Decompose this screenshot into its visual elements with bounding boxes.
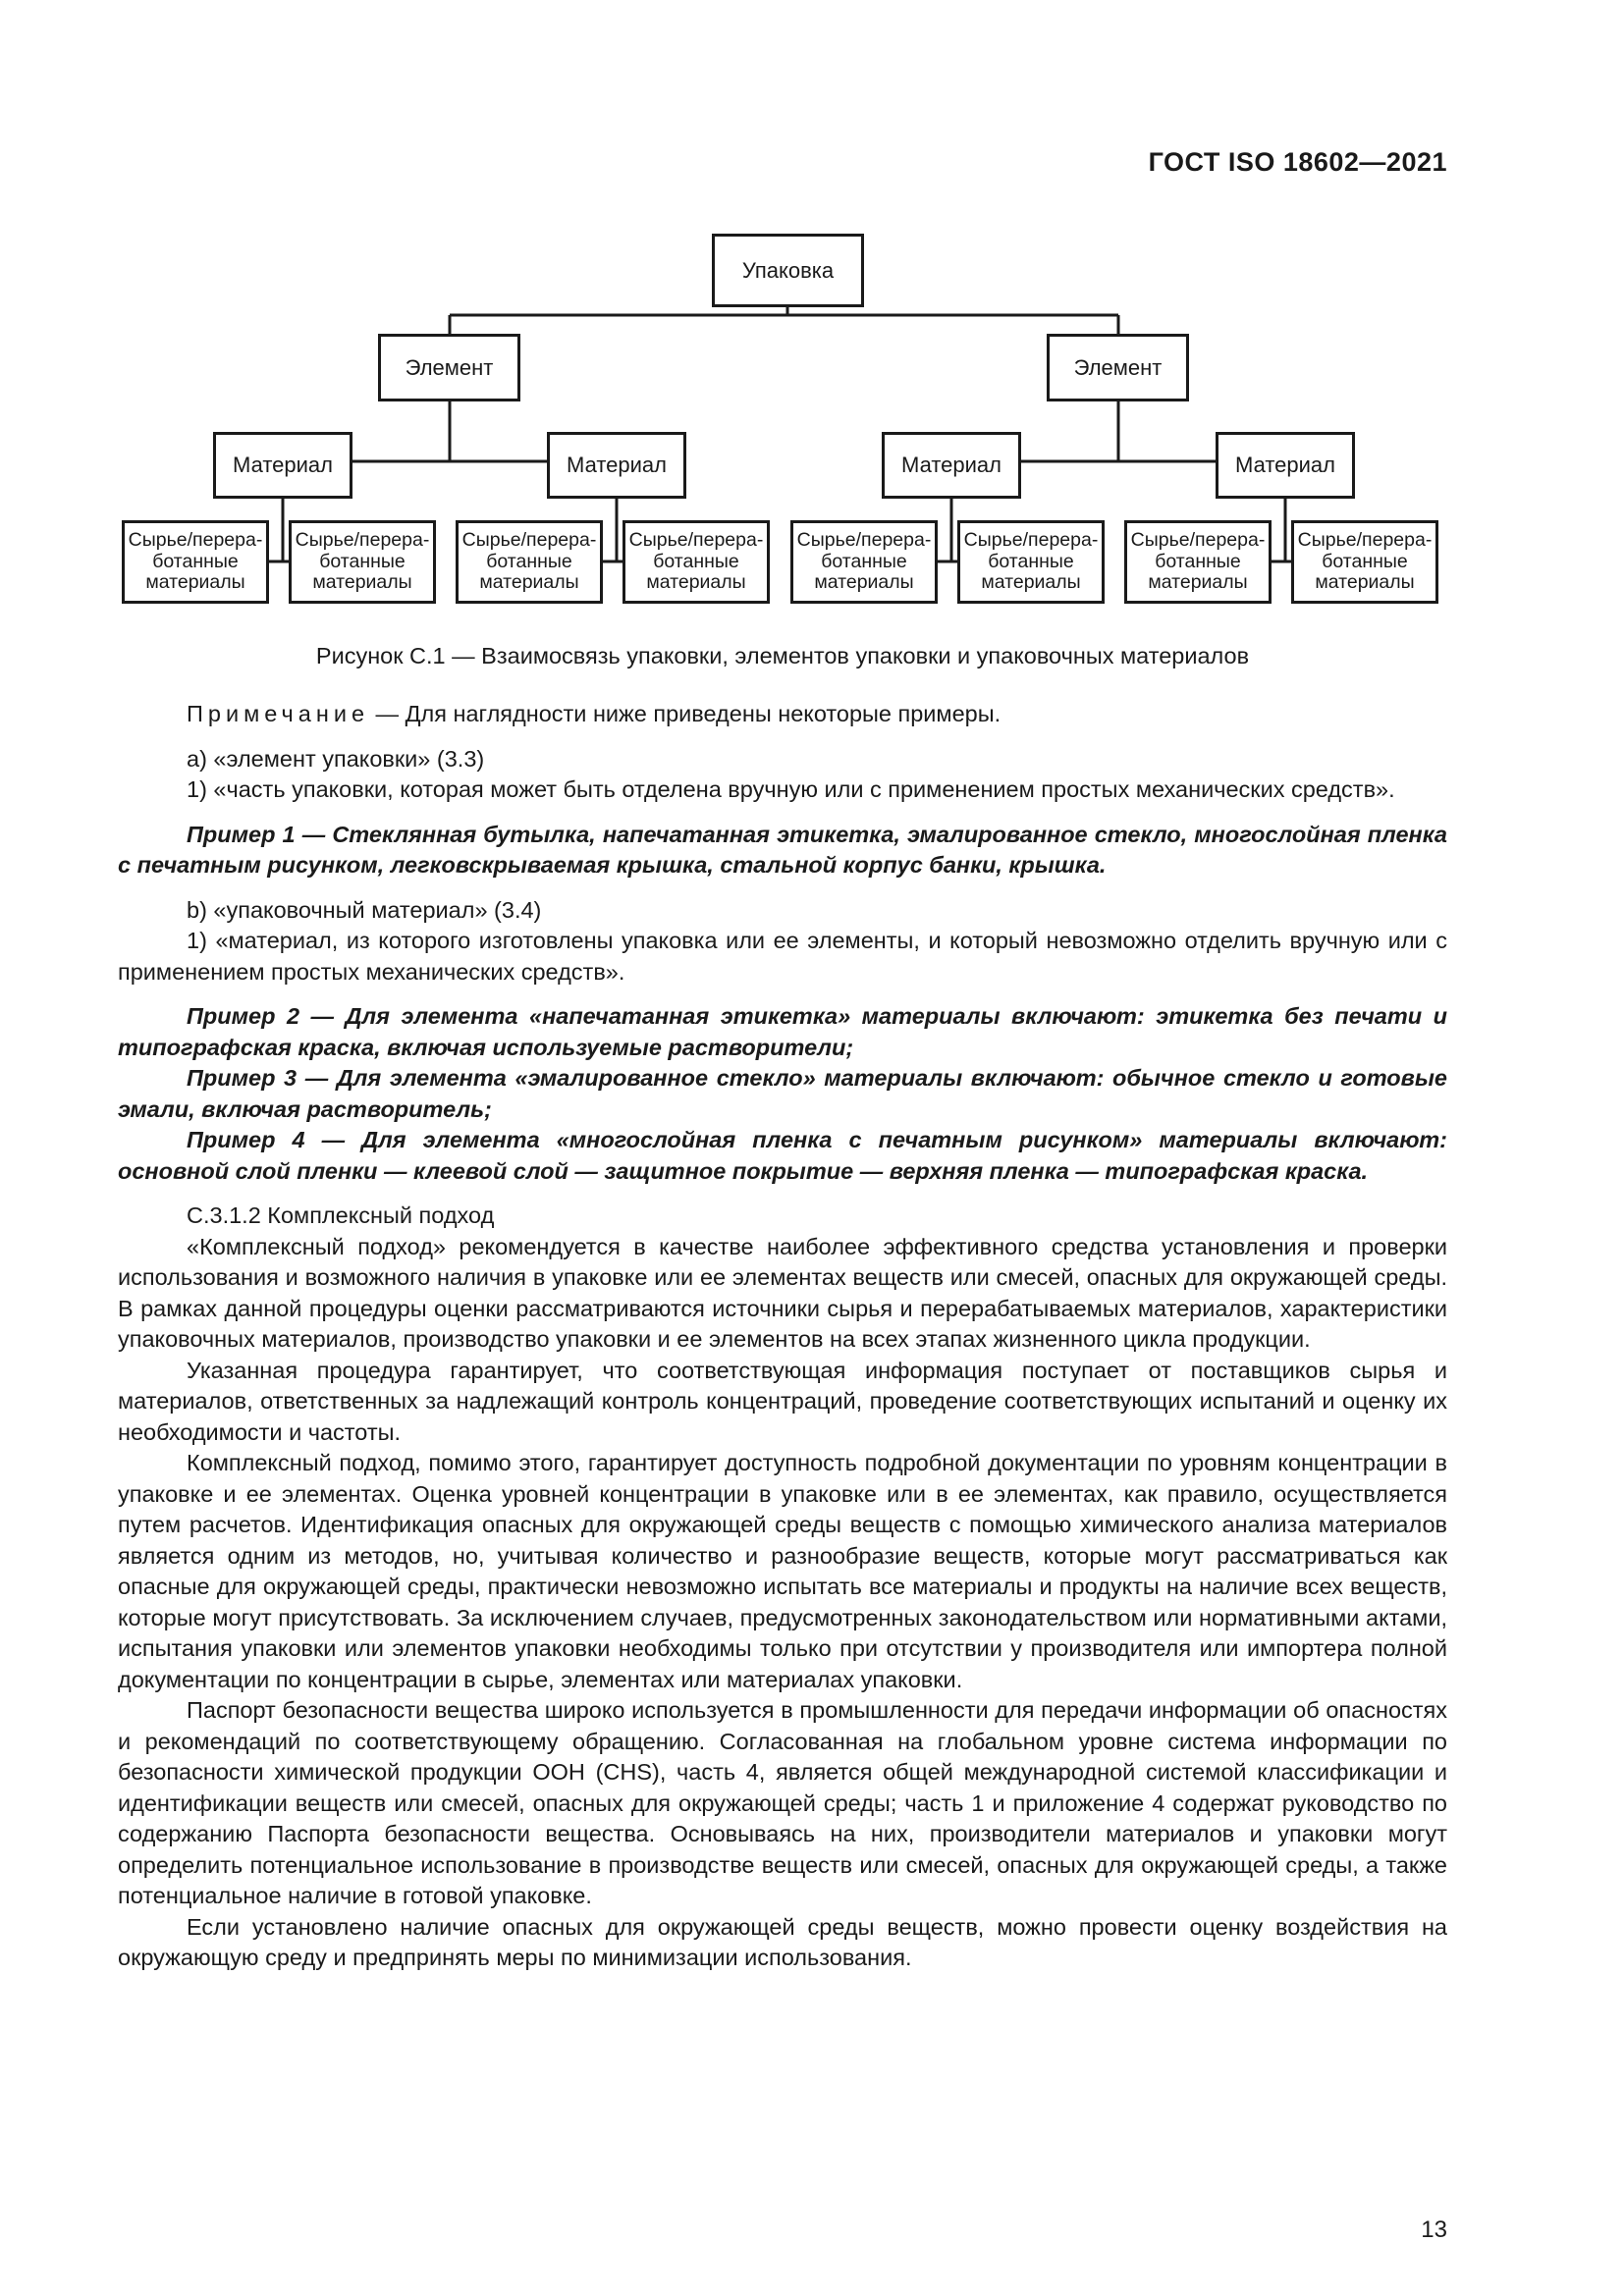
diagram-box-raw-material: Сырье/перера-ботанные материалы (122, 520, 269, 604)
paragraph: «Комплексный подход» рекомендуется в качестве наиболее эффективного средства установления и проверки использования и возможного наличия в упаковке или ее элементах веществ или смесей, опасных для окружающей среды. В рамках данной процедуры оценки рассматриваются источники сырья и перерабатываемых материалов, характеристики упаковочных материалов, производство упаковки и ее элементов на всех этапах жизненного цикла продукции. (118, 1233, 1447, 1352)
paragraph: Указанная процедура гарантирует, что соответствующая информация поступает от поставщиков сырья и материалов, ответственных за надлежащий контроль концентраций, проведение соответствующих испытаний и оценку их необходимости и частоты. (118, 1357, 1447, 1445)
note-text: — Для наглядности ниже приведены некоторые примеры. (369, 701, 1001, 726)
document-header: ГОСТ ISO 18602—2021 (1148, 147, 1447, 177)
item-b-heading: b) «упаковочный материал» (3.4) (187, 896, 542, 923)
example-3: Пример 3 — Для элемента «эмалированное стекло» материалы включают: обычное стекло и готовые эмали, включая растворитель; (118, 1065, 1447, 1122)
paragraph: Комплексный подход, помимо этого, гарантирует доступность подробной документации по уровням концентрации в упаковке и ее элементах. Оценка уровней концентрации в упаковке или в ее элементах, как правило, осуществляется путем расчетов. Идентификация опасных для окружающей среды веществ с помощью химического анализа материалов является одним из методов, но, учитывая количество и разнообразие веществ, которые могут рассматриваться как опасные для окружающей среды, практически невозможно испытать все материалы и продукты на наличие всех веществ, которые могут присутствовать. За исключением случаев, предусмотренных законодательством или нормативными актами, испытания упаковки или элементов упаковки необходимы только при отсутствии у производителя или импортера полной документации по концентрации в сырье, элементах или материалах упаковки. (118, 1450, 1447, 1692)
item-a-definition: 1) «часть упаковки, которая может быть отделена вручную или с применением простых механических средств». (187, 776, 1395, 802)
diagram-box-raw-material: Сырье/перера-ботанные материалы (456, 520, 603, 604)
paragraph: Если установлено наличие опасных для окружающей среды веществ, можно провести оценку воздействия на окружающую среду и предпринять меры по минимизации использования. (118, 1913, 1447, 1970)
diagram-box-raw-material: Сырье/перера-ботанные материалы (289, 520, 436, 604)
document-body (118, 699, 1447, 1974)
note-label: Примечание (187, 701, 370, 726)
diagram-box-element: Элемент (1047, 334, 1189, 401)
diagram-box-element: Элемент (378, 334, 520, 401)
figure-caption: Рисунок С.1 — Взаимосвязь упаковки, элементов упаковки и упаковочных материалов (315, 643, 1250, 668)
note (118, 699, 1447, 730)
diagram-box-raw-material: Сырье/перера-ботанные материалы (790, 520, 938, 604)
diagram-box-root: Упаковка (712, 234, 864, 307)
diagram-box-material: Материал (547, 432, 686, 499)
paragraph: Паспорт безопасности вещества широко используется в промышленности для передачи информации об опасностях и рекомендаций по соответствующему обращению. Согласованная на глобальном уровне система информации по безопасности химической продукции ООН (CHS), часть 4, является общей международной системой классификации и идентификации веществ или смесей, опасных для окружающей среды; часть 1 и приложение 4 содержат руководство по содержанию Паспорта безопасности вещества. Основываясь на них, производители материалов и упаковки могут определить потенциальное использование в производстве веществ или смесей, опасных для окружающей среды, а также потенциальное наличие в готовой упаковке. (118, 1697, 1447, 1908)
diagram-box-material: Материал (882, 432, 1021, 499)
diagram-box-material: Материал (213, 432, 352, 499)
diagram-box-material: Материал (1216, 432, 1355, 499)
example-1: Пример 1 — Стеклянная бутылка, напечатанная этикетка, эмалированное стекло, многослойная пленка с печатным рисунком, легковскрываемая крышка, стальной корпус банки, крышка. (118, 821, 1447, 878)
connector-root (450, 307, 1118, 334)
diagram-box-raw-material: Сырье/перера-ботанные материалы (623, 520, 770, 604)
section-heading: С.3.1.2 Комплексный подход (187, 1202, 495, 1228)
item-a-heading: a) «элемент упаковки» (3.3) (187, 745, 485, 772)
item-b-definition: 1) «материал, из которого изготовлены упаковка или ее элементы, и который невозможно отделить вручную или с применением простых механических средств». (118, 928, 1447, 985)
page-number: 13 (1421, 2216, 1447, 2243)
example-4: Пример 4 — Для элемента «многослойная пленка с печатным рисунком» материалы включают: основной слой пленки — клеевой слой — защитное покрытие — верхняя пленка — типографская краска. (118, 1127, 1447, 1184)
diagram-box-raw-material: Сырье/перера-ботанные материалы (1124, 520, 1272, 604)
example-2: Пример 2 — Для элемента «напечатанная этикетка» материалы включают: этикетка без печати и типографская краска, включая используемые растворители; (118, 1003, 1447, 1060)
diagram-box-raw-material: Сырье/перера-ботанные материалы (1291, 520, 1438, 604)
diagram-box-raw-material: Сырье/перера-ботанные материалы (957, 520, 1105, 604)
